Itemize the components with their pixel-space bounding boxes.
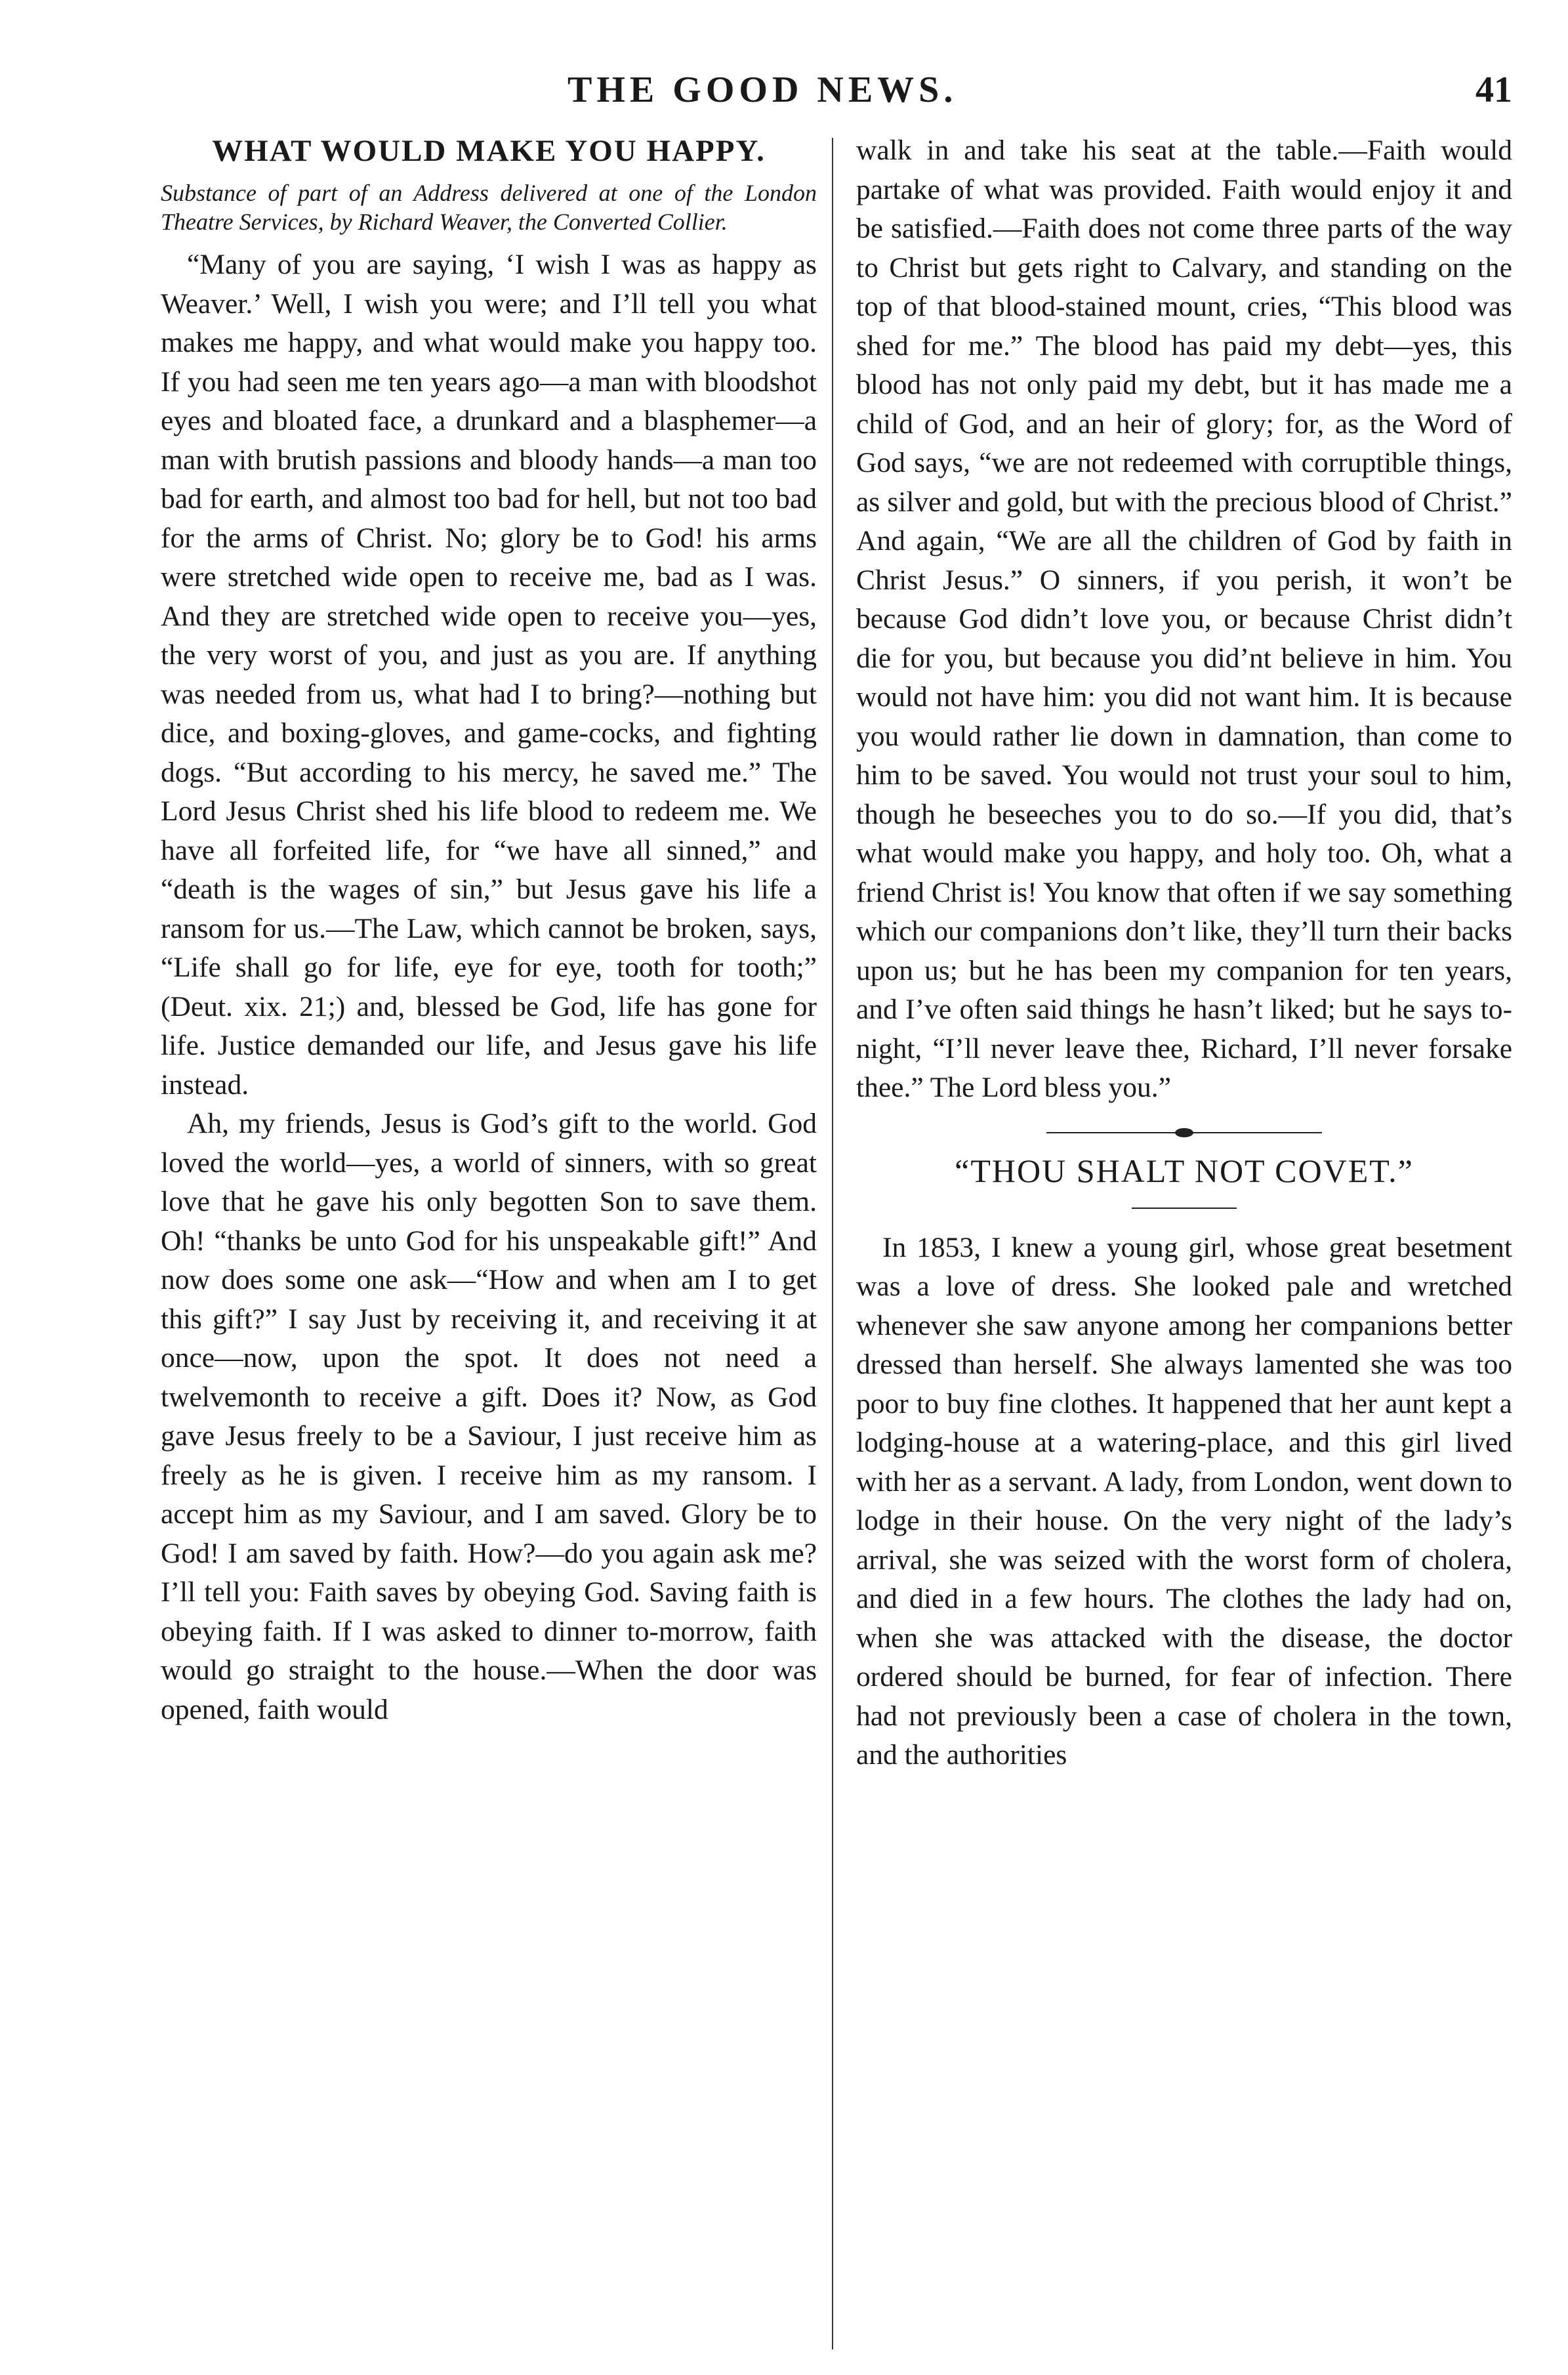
article-paragraph: “Many of you are saying, ‘I wish I was as happy as Weaver.’ Well, I wish you were; and I’ll tell you what makes me happy, and what would make you happy too. If you had seen me ten years ago—a man with bloodshot eyes and bloated face, a drunkard and a blasphemer—a man with brutish passions and bloody hands—a man too bad for earth, and almost too bad for hell, but not too bad for the arms of Christ. No; glory be to God! his arms were stretched wide open to receive me, bad as I was. And they are stretched wide open to receive you—yes, the very worst of you, and just as you are. If anything was needed from us, what had I to bring?—nothing but dice, and boxing-gloves, and game-cocks, and fighting dogs. “But according to his mercy, he saved me.” The Lord Jesus Christ shed his life blood to redeem me. We have all forfeited life, for “we have all sinned,” and “death is the wages of sin,” but Jesus gave his life a ransom for us.—The Law, which cannot be broken, says, “Life shall go for life, eye for eye, tooth for tooth;” (Deut. xix. 21;) and, blessed be God, life has gone for life. Justice demanded our life, and Jesus gave his life instead. xyxy=(161,249,817,1101)
right-column xyxy=(856,131,1512,2349)
column-divider xyxy=(832,138,833,2349)
section-ornament xyxy=(1046,1127,1322,1138)
article-subtitle: Substance of part of an Address delivered at one of the London Theatre Services, by Richard Weaver, the Converted Collier. xyxy=(161,180,817,235)
left-column xyxy=(161,131,817,2349)
article-paragraph: Ah, my friends, Jesus is God’s gift to the world. God loved the world—yes, a world of sinners, with so great love that he gave his only begotten Son to save them. Oh! “thanks be unto God for his unspeakable gift!” And now does some one ask—“How and when am I to get this gift?” I say Just by receiving it, and receiving it at once—now, upon the spot. It does not need a twelvemonth to receive a gift. Does it? Now, as God gave Jesus freely to be a Saviour, I just receive him as freely as he is given. I receive him as my ransom. I accept him as my Saviour, and I am saved. Glory be to God! I am saved by faith. How?—do you again ask me? I’ll tell you: Faith saves by obeying God. Saving faith is obeying faith. If I was asked to dinner to-morrow, faith would go straight to the house.—When the door was opened, faith would xyxy=(161,1108,817,1725)
page-header xyxy=(161,69,1512,121)
ornament-dot xyxy=(1175,1128,1193,1137)
article-title: WHAT WOULD MAKE YOU HAPPY. xyxy=(212,134,766,168)
title-rule xyxy=(1132,1208,1237,1209)
article-title-2: “THOU SHALT NOT COVET.” xyxy=(955,1152,1414,1189)
article-paragraph-continued: walk in and take his seat at the table.—Faith would partake of what was provided. Faith would enjoy it and be satisfied.—Faith does not come three parts of the way to Christ but gets right to Calvary, and standing on the top of that blood-stained mount, cries, “This blood was shed for me.” The blood has paid my debt—yes, this blood has not only paid my debt, but it has made me a child of God, and an heir of glory; for, as the Word of God says, “we are not redeemed with corruptible things, as silver and gold, but with the precious blood of Christ.” And again, “We are all the children of God by faith in Christ Jesus.” O sinners, if you perish, it won’t be because God didn’t love you, or because Christ didn’t die for you, but because you did’nt believe in him. You would not have him: you did not want him. It is because you would rather lie down in damnation, than come to him to be saved. You would not trust your soul to him, though he beseeches you to do so.—If you did, that’s what would make you happy, and holy too. Oh, what a friend Christ is! You know that often if we say something which our companions don’t like, they’ll turn their backs upon us; but he has been my companion for ten years, and I’ve often said things he hasn’t liked; but he says to-night, “I’ll never leave thee, Richard, I’ll never forsake thee.” The Lord bless you.” xyxy=(856,135,1512,1103)
page-number: 41 xyxy=(1475,70,1512,110)
running-title: THE GOOD NEWS. xyxy=(567,70,958,110)
article2-paragraph: In 1853, I knew a young girl, whose great besetment was a love of dress. She looked pale and wretched whenever she saw anyone among her companions better dressed than herself. She always lamented she was too poor to buy fine clothes. It happened that her aunt kept a lodging-house at a watering-place, and this girl lived with her as a servant. A lady, from London, went down to lodge in their house. On the very night of the lady’s arrival, she was seized with the worst form of cholera, and died in a few hours. The clothes the lady had on, when she was attacked with the disease, the doctor ordered should be burned, for fear of infection. There had not previously been a case of cholera in the town, and the authorities xyxy=(856,1231,1512,1771)
